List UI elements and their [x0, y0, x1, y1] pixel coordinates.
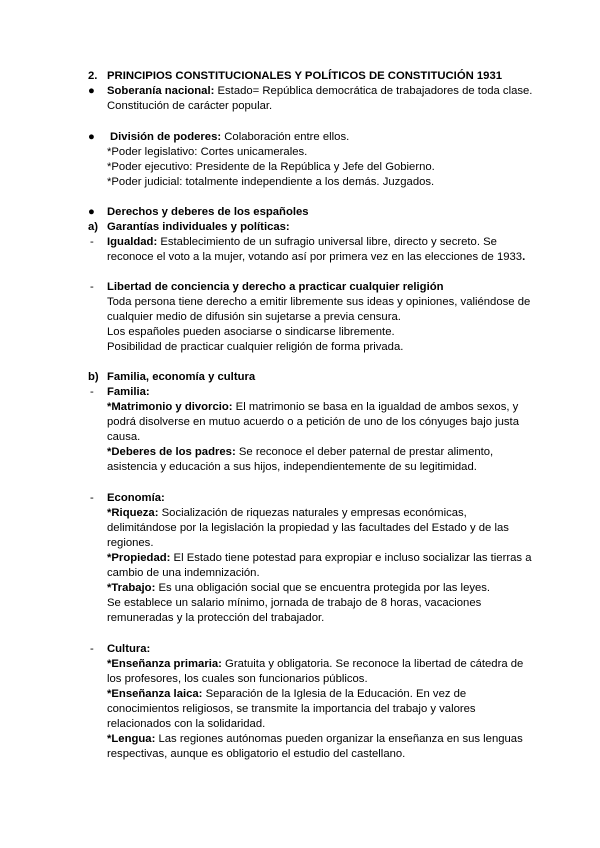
laica-text-2: conocimientos religiosos, se transmite la importancia del trabajo y valores	[107, 703, 476, 715]
libertad-title: Libertad de conciencia y derecho a practicar cualquier religión	[107, 281, 444, 293]
poder-ejecutivo: *Poder ejecutivo: Presidente de la República y Jefe del Gobierno.	[107, 161, 435, 173]
bullet-icon: ●	[88, 131, 95, 143]
laica-label: *Enseñanza laica:	[107, 688, 203, 700]
primaria-text-2: los profesores, los cuales son funcionarios públicos.	[107, 673, 368, 685]
list-marker-b: b)	[88, 371, 99, 383]
soberania-label: Soberanía nacional:	[107, 85, 215, 97]
dash-marker: -	[90, 492, 94, 504]
list-marker-a: a)	[88, 221, 99, 233]
section-title: PRINCIPIOS CONSTITUCIONALES Y POLÍTICOS DE CONSTITUCIÓN 1931	[107, 70, 503, 82]
trabajo-text-2: Se establece un salario mínimo, jornada de trabajo de 8 horas, vacaciones	[107, 597, 482, 609]
dash-marker: -	[90, 236, 94, 248]
division-line	[110, 130, 349, 145]
dash-marker: -	[90, 643, 94, 655]
lengua-text: Las regiones autónomas pueden organizar la enseñanza en sus lenguas	[155, 733, 523, 745]
deberes-line	[107, 445, 493, 460]
garantias-title: Garantías individuales y políticas:	[107, 221, 290, 233]
poder-judicial: *Poder judicial: totalmente independiente a los demás. Juzgados.	[107, 176, 435, 188]
lengua-label: *Lengua:	[107, 733, 156, 745]
libertad-line: Los españoles pueden asociarse o sindicarse libremente.	[107, 326, 395, 338]
division-label: División de poderes:	[110, 131, 222, 143]
libertad-line: cualquier medio de difusión sin sujetarse a previa censura.	[107, 311, 401, 323]
soberania-text-2: Constitución de carácter popular.	[107, 100, 273, 112]
trabajo-text: Es una obligación social que se encuentra protegida por las leyes.	[155, 582, 491, 594]
bullet-icon: ●	[88, 206, 95, 218]
propiedad-text-2: cambio de una indemnización.	[107, 567, 260, 579]
igualdad-label: Igualdad:	[107, 236, 158, 248]
lengua-line	[107, 732, 523, 747]
cultura-label: Cultura:	[107, 643, 151, 655]
soberania-line	[107, 84, 532, 99]
libertad-line: Posibilidad de practicar cualquier religión de forma privada.	[107, 341, 404, 353]
propiedad-label: *Propiedad:	[107, 552, 171, 564]
bullet-icon: ●	[88, 85, 95, 97]
section-number: 2.	[88, 70, 98, 82]
familia-label: Familia:	[107, 386, 150, 398]
riqueza-label: *Riqueza:	[107, 507, 159, 519]
division-text: Colaboración entre ellos.	[221, 131, 350, 143]
matrimonio-text-3: causa.	[107, 431, 141, 443]
trabajo-text-3: remuneradas y la protección del trabajador.	[107, 612, 325, 624]
primaria-line	[107, 657, 523, 672]
dash-marker: -	[90, 386, 94, 398]
laica-text-3: relacionados con la solidaridad.	[107, 718, 266, 730]
deberes-label: *Deberes de los padres:	[107, 446, 236, 458]
familia-section-title: Familia, economía y cultura	[107, 371, 256, 383]
laica-text: Separación de la Iglesia de la Educación. En vez de	[202, 688, 467, 700]
matrimonio-label: *Matrimonio y divorcio:	[107, 401, 233, 413]
riqueza-line	[107, 506, 467, 521]
lengua-text-2: respectivas, aunque es obligatorio el estudio del castellano.	[107, 748, 406, 760]
trabajo-line	[107, 581, 490, 596]
igualdad-text: Establecimiento de un sufragio universal libre, directo y secreto. Se	[157, 236, 497, 248]
riqueza-text-2: delimitándose por la legislación la propiedad y las facultades del Estado y de las	[107, 522, 509, 534]
libertad-line: Toda persona tiene derecho a emitir libremente sus ideas y opiniones, valiéndose de	[107, 296, 531, 308]
dash-marker: -	[90, 281, 94, 293]
deberes-text-2: asistencia y educación a sus hijos, independientemente de su legitimidad.	[107, 461, 477, 473]
igualdad-end: .	[522, 251, 526, 263]
primaria-label: *Enseñanza primaria:	[107, 658, 222, 670]
deberes-text: Se reconoce el deber paternal de prestar alimento,	[235, 446, 494, 458]
laica-line	[107, 687, 466, 702]
matrimonio-text: El matrimonio se basa en la igualdad de ambos sexos, y	[232, 401, 519, 413]
soberania-text: Estado= República democrática de trabajadores de toda clase.	[214, 85, 533, 97]
igualdad-text-2: reconoce el voto a la mujer, votando así por primera vez en las elecciones de 1933	[107, 251, 523, 263]
igualdad-line-2	[107, 250, 525, 265]
matrimonio-text-2: podrá disolverse en mutuo acuerdo o a petición de uno de los cónyuges bajo justa	[107, 416, 519, 428]
propiedad-line	[107, 551, 531, 566]
primaria-text: Gratuita y obligatoria. Se reconoce la libertad de cátedra de	[221, 658, 524, 670]
riqueza-text: Socialización de riquezas naturales y empresas económicas,	[158, 507, 467, 519]
economia-label: Economía:	[107, 492, 165, 504]
riqueza-text-3: regiones.	[107, 537, 154, 549]
propiedad-text: El Estado tiene potestad para expropiar e incluso socializar las tierras a	[170, 552, 532, 564]
poder-legislativo: *Poder legislativo: Cortes unicamerales.	[107, 146, 308, 158]
matrimonio-line	[107, 400, 518, 415]
igualdad-line	[107, 235, 497, 250]
derechos-title: Derechos y deberes de los españoles	[107, 206, 309, 218]
trabajo-label: *Trabajo:	[107, 582, 156, 594]
